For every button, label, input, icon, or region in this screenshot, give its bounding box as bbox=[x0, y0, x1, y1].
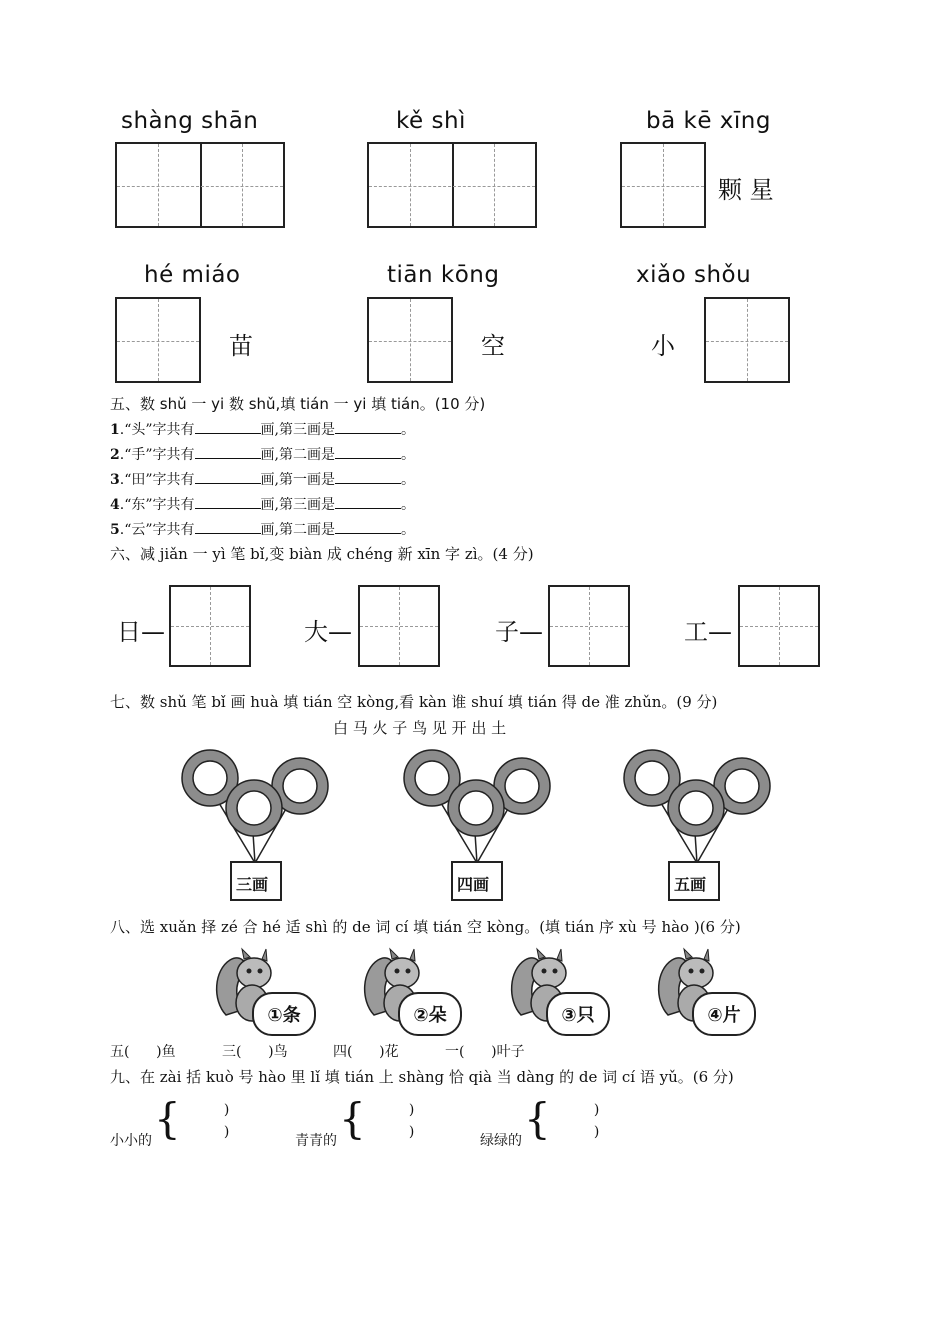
word-badge-zhi: ③只 bbox=[546, 992, 610, 1036]
pinyin-shang-shan: shàng shān bbox=[121, 108, 259, 134]
s6-char-ri: 日— bbox=[117, 618, 165, 646]
s6-char-gong: 工— bbox=[684, 618, 732, 646]
tianzige-box[interactable] bbox=[169, 585, 251, 667]
pot-label-4: 四画 bbox=[457, 875, 490, 894]
s9-label-lvlv: 绿绿的 bbox=[480, 1133, 522, 1149]
s8-phrase-bird[interactable]: 三( )鸟 bbox=[222, 1044, 288, 1060]
s5-item-4: 4.“东”字共有 画,第三画是 。 bbox=[110, 497, 415, 513]
tianzige-box[interactable] bbox=[115, 297, 201, 383]
flower-cluster-icon bbox=[612, 748, 782, 868]
word-badge-tiao: ①条 bbox=[252, 992, 316, 1036]
s6-char-da: 大— bbox=[304, 618, 352, 646]
brace-icon: { bbox=[339, 1094, 366, 1143]
answer-blank[interactable] bbox=[195, 471, 261, 484]
pinyin-ba-ke-xing: bā kē xīng bbox=[646, 108, 771, 134]
tianzige-box[interactable] bbox=[738, 585, 820, 667]
s9-blank[interactable]: ( ) bbox=[535, 1102, 600, 1118]
answer-blank[interactable] bbox=[335, 496, 401, 509]
tianzige-box[interactable] bbox=[548, 585, 630, 667]
section-9-title: 九、在 zài 括 kuò 号 hào 里 lǐ 填 tián 上 shàng 恰 qià 当 dàng 的 de 词 cí 语 yǔ。(6 分) bbox=[110, 1068, 734, 1086]
tianzige-box[interactable] bbox=[704, 297, 790, 383]
tianzige-box[interactable] bbox=[367, 297, 453, 383]
pinyin-he-miao: hé miáo bbox=[144, 262, 241, 288]
pinyin-tian-kong: tiān kōng bbox=[387, 262, 500, 288]
s9-blank[interactable]: ( ) bbox=[350, 1124, 415, 1140]
answer-blank[interactable] bbox=[195, 521, 261, 534]
s7-char-list: 白 马 火 子 鸟 见 开 出 土 bbox=[333, 719, 507, 737]
flower-cluster-icon bbox=[170, 748, 340, 868]
pot-label-5: 五画 bbox=[674, 875, 707, 894]
pinyin-ke-shi: kě shì bbox=[396, 108, 466, 134]
answer-blank[interactable] bbox=[335, 521, 401, 534]
brace-icon: { bbox=[154, 1094, 181, 1143]
s9-blank[interactable]: ( ) bbox=[165, 1124, 230, 1140]
petal-blank bbox=[193, 761, 227, 795]
answer-blank[interactable] bbox=[335, 421, 401, 434]
section-5-title: 五、数 shǔ 一 yi 数 shǔ,填 tián 一 yi 填 tián。(10 分) bbox=[110, 395, 486, 413]
s9-blank[interactable]: ( ) bbox=[535, 1124, 600, 1140]
s5-item-5: 5.“云”字共有 画,第二画是 。 bbox=[110, 522, 415, 538]
tianzige-box[interactable] bbox=[620, 142, 706, 228]
flower-cluster-icon bbox=[392, 748, 562, 868]
answer-blank[interactable] bbox=[335, 471, 401, 484]
s5-item-3: 3.“田”字共有 画,第一画是 。 bbox=[110, 472, 415, 488]
word-badge-duo: ②朵 bbox=[398, 992, 462, 1036]
section-8-title: 八、选 xuǎn 择 zé 合 hé 适 shì 的 de 词 cí 填 tián 空 kòng。(填 tián 序 xù 号 hào )(6 分) bbox=[110, 918, 741, 936]
answer-blank[interactable] bbox=[195, 446, 261, 459]
s6-char-zi: 子— bbox=[495, 618, 543, 646]
given-char-xiao: 小 bbox=[651, 332, 675, 360]
word-badge-pian: ④片 bbox=[692, 992, 756, 1036]
answer-blank[interactable] bbox=[335, 446, 401, 459]
s8-phrase-flower[interactable]: 四( )花 bbox=[333, 1044, 399, 1060]
answer-blank[interactable] bbox=[195, 496, 261, 509]
tianzige-box[interactable] bbox=[115, 142, 285, 228]
s5-item-1: 1.“头”字共有 画,第三画是 。 bbox=[110, 422, 415, 438]
tianzige-box[interactable] bbox=[367, 142, 537, 228]
s9-blank[interactable]: ( ) bbox=[350, 1102, 415, 1118]
section-7-title: 七、数 shǔ 笔 bǐ 画 huà 填 tián 空 kòng,看 kàn 谁 shuí 填 tián 得 de 准 zhǔn。(9 分) bbox=[110, 693, 718, 711]
s9-blank[interactable]: ( ) bbox=[165, 1102, 230, 1118]
pot-label-3: 三画 bbox=[236, 875, 269, 894]
s9-label-xiaoxiao: 小小的 bbox=[110, 1133, 152, 1149]
s8-phrase-fish[interactable]: 五( )鱼 bbox=[110, 1044, 176, 1060]
tianzige-box[interactable] bbox=[358, 585, 440, 667]
s9-label-qingqing: 青青的 bbox=[295, 1133, 337, 1149]
given-chars-ke-xing: 颗 星 bbox=[718, 176, 774, 204]
pinyin-xiao-shou: xiǎo shǒu bbox=[636, 262, 752, 288]
s5-item-2: 2.“手”字共有 画,第二画是 。 bbox=[110, 447, 415, 463]
section-6-title: 六、减 jiǎn 一 yì 笔 bǐ,变 biàn 成 chéng 新 xīn 字 zì。(4 分) bbox=[110, 545, 534, 563]
s8-phrase-leaf[interactable]: 一( )叶子 bbox=[445, 1044, 525, 1060]
answer-blank[interactable] bbox=[195, 421, 261, 434]
given-char-miao: 苗 bbox=[229, 332, 253, 360]
given-char-kong: 空 bbox=[481, 332, 505, 360]
brace-icon: { bbox=[524, 1094, 551, 1143]
